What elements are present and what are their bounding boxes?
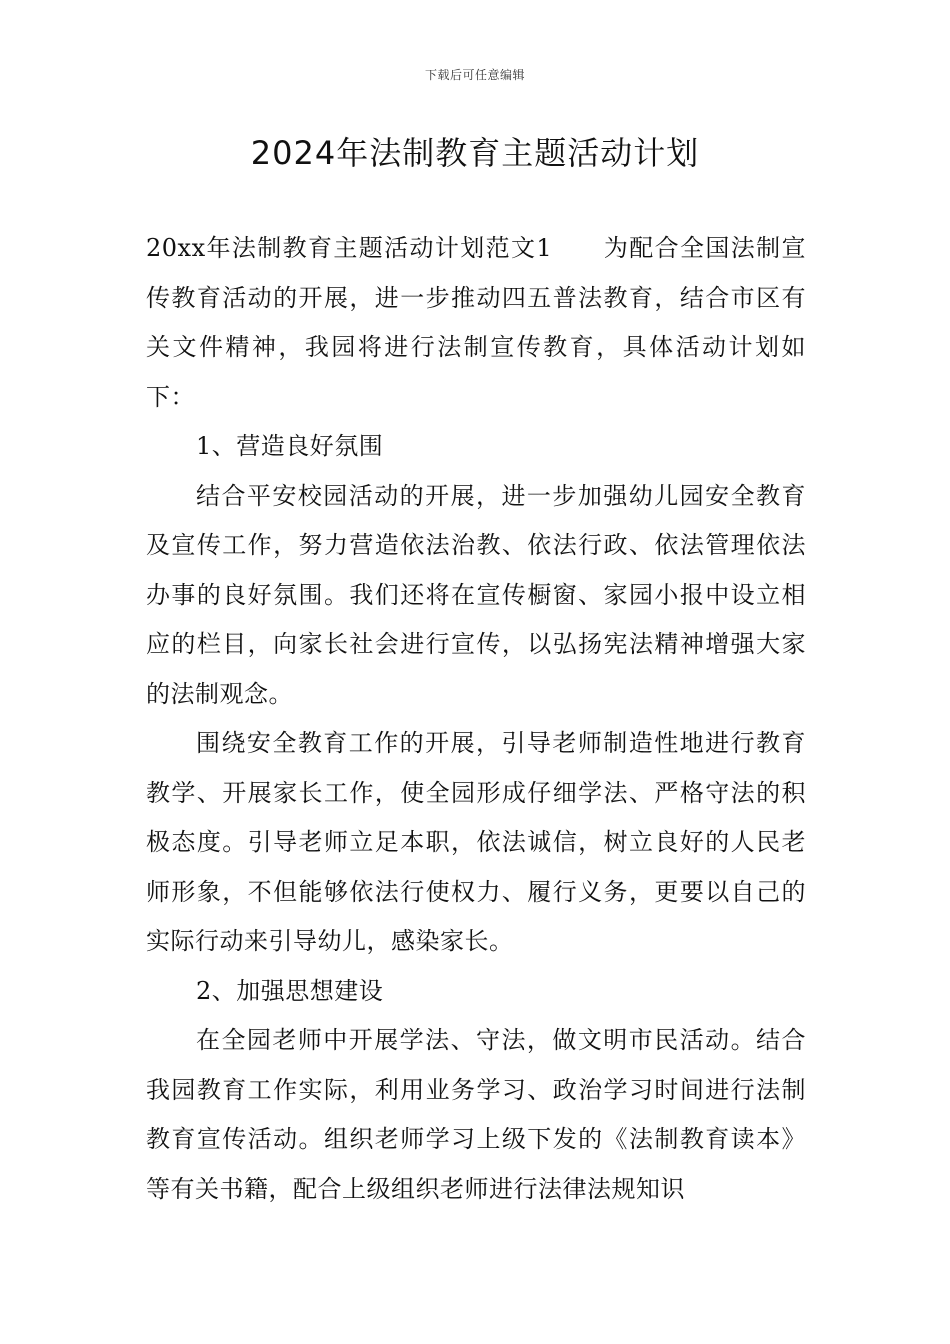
document-title: 2024年法制教育主题活动计划	[250, 134, 700, 172]
header-note: 下载后可任意编辑	[424, 68, 525, 82]
paragraph-teachers: 围绕安全教育工作的开展，引导老师制造性地进行教育教学、开展家长工作，使全园形成仔细学法、严格守法的积极态度。引导老师立足本职，依法诚信，树立良好的人民老师形象，不但能够依法行使权力、履行义务，更要以自己的实际行动来引导幼儿，感染家长。	[146, 729, 806, 955]
paragraph-intro: 20xx年法制教育主题活动计划范文1 为配合全国法制宣传教育活动的开展，进一步推动四五普法教育，结合市区有关文件精神，我园将进行法制宣传教育，具体活动计划如下：	[146, 234, 806, 411]
paragraph-ideology: 在全园老师中开展学法、守法，做文明市民活动。结合我园教育工作实际，利用业务学习、政治学习时间进行法制教育宣传活动。组织老师学习上级下发的《法制教育读本》等有关书籍，配合上级组织老师进行法律法规知识	[146, 1026, 806, 1203]
document-body	[146, 224, 806, 1214]
section-heading-2: 2、加强思想建设	[196, 976, 384, 1005]
paragraph-atmosphere: 结合平安校园活动的开展，进一步加强幼儿园安全教育及宣传工作，努力营造依法治教、依法行政、依法管理依法办事的良好氛围。我们还将在宣传橱窗、家园小报中设立相应的栏目，向家长社会进行宣传，以弘扬宪法精神增强大家的法制观念。	[146, 481, 806, 708]
section-heading-1: 1、营造良好氛围	[196, 432, 384, 460]
